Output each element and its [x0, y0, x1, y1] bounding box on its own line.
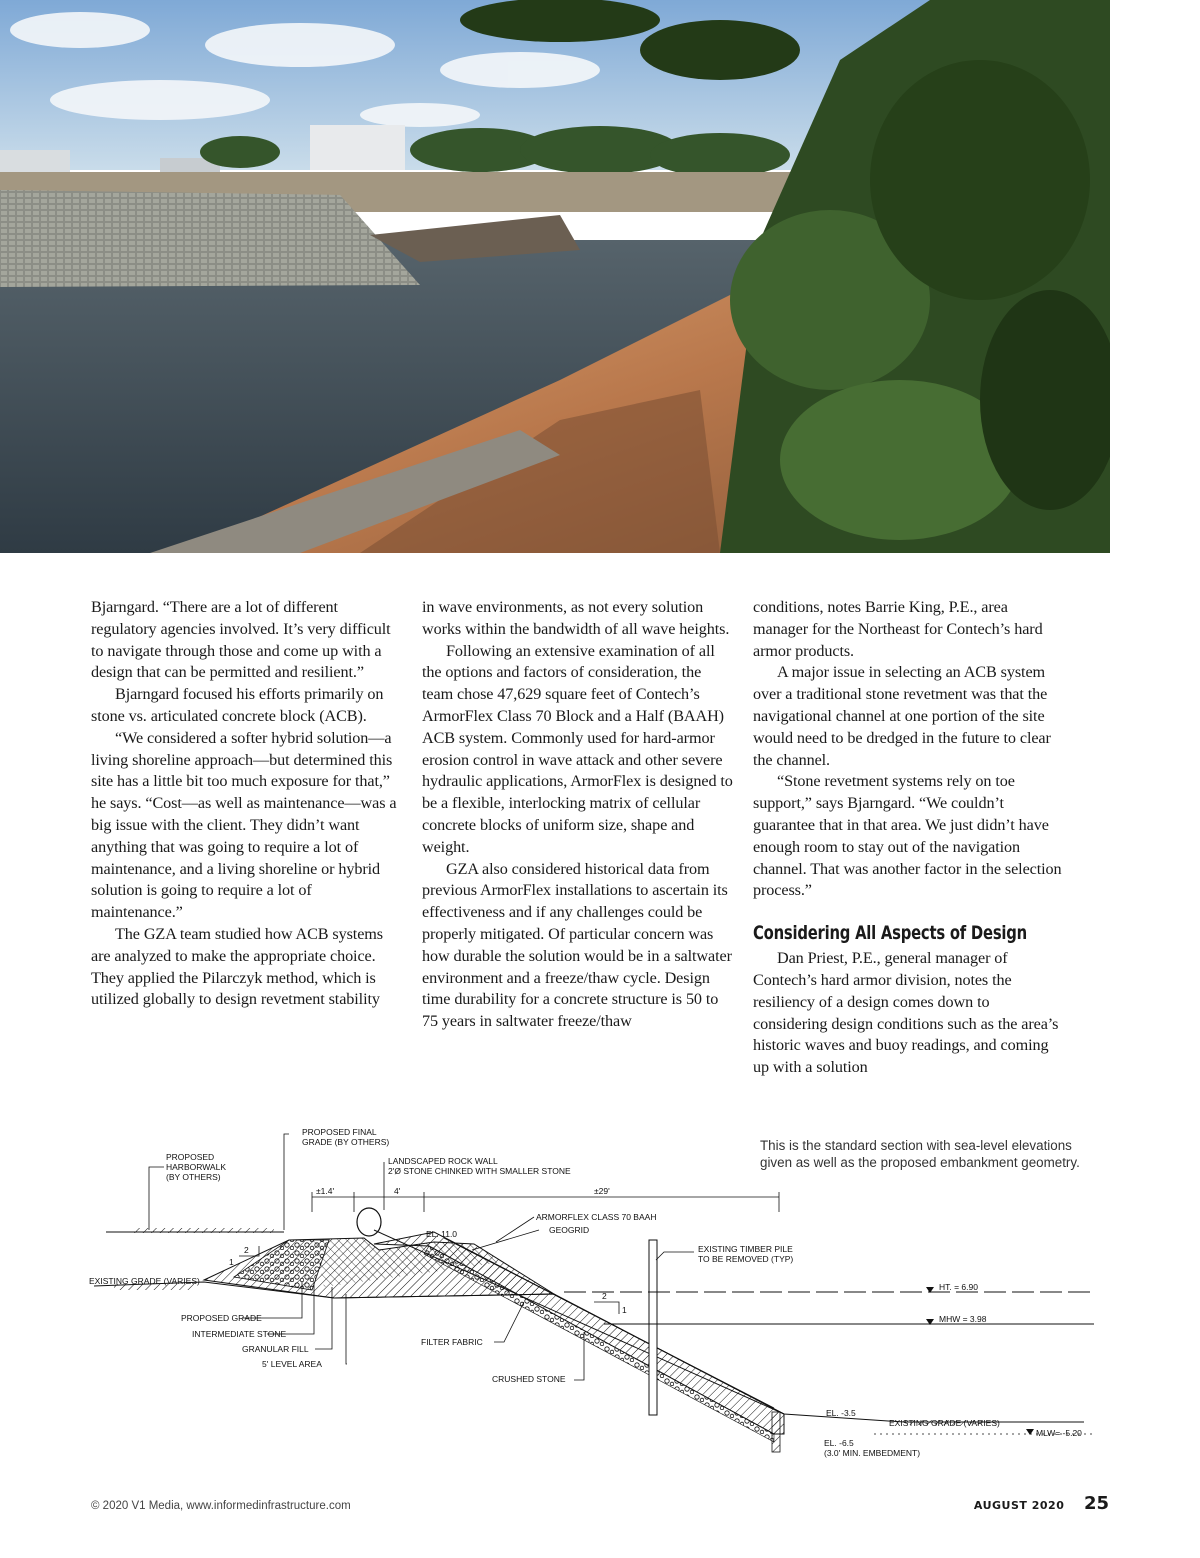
paragraph: The GZA team studied how ACB systems are analyzed to make the appropriate choice. They applied the Pilarczyk method, which is utilized globally to design revetment stability — [91, 924, 383, 1009]
label-slope-run-2: 2 — [602, 1291, 607, 1301]
paragraph: conditions, notes Barrie King, P.E., area manager for the Northeast for Contech’s hard armor products. — [753, 598, 1043, 660]
label-harborwalk: HARBORWALK — [166, 1162, 226, 1172]
harborwalk-surface — [106, 1228, 284, 1233]
label-el-neg-6-5: EL. -6.5 — [824, 1438, 854, 1448]
label-slope-run: 2 — [244, 1245, 249, 1255]
embankment-section-diagram — [84, 1122, 1104, 1472]
mlw-marker-icon — [1026, 1429, 1034, 1435]
label-mhw: MHW = 3.98 — [939, 1314, 987, 1324]
label-slope-rise-2: 1 — [622, 1305, 627, 1315]
label-to-be-removed: TO BE REMOVED (TYP) — [698, 1254, 794, 1264]
paragraph: GZA also considered historical data from previous ArmorFlex installations to ascertain its effectiveness and if any challenges could be properly mitigated. Of particular concern was how durable the solution would be in a saltwater environment and a freeze/thaw cycle. Design time durability for a concrete structure is 50 to 75 years in saltwater freeze/thaw — [422, 859, 732, 1031]
section-heading: Considering All Aspects of Design — [753, 922, 1027, 945]
page-footer — [974, 1493, 1109, 1514]
toe-embedment — [772, 1412, 780, 1452]
paragraph: “We considered a softer hybrid solution—a living shoreline approach—but determined this site has a little bit too much exposure for that,” he says. “Cost—as well as maintenance—was a big issue with the client. They didn’t want anything that was going to require a lot of maintenance, and a living shoreline or hybrid solution is going to require a lot of maintenance.” — [91, 728, 397, 922]
label-grade-by-others: GRADE (BY OTHERS) — [302, 1137, 390, 1147]
label-crushed-stone: CRUSHED STONE — [492, 1374, 566, 1384]
label-armorflex: ARMORFLEX CLASS 70 BAAH — [536, 1212, 657, 1222]
paragraph: “Stone revetment systems rely on toe support,” says Bjarngard. “We couldn’t guarantee that in that area. We just didn’t have enough room to stay out of the navigation channel. That was another factor in the selection process.” — [753, 772, 1062, 900]
paragraph: Bjarngard focused his efforts primarily on stone vs. articulated concrete block (ACB). — [91, 685, 384, 725]
article-column-3 — [753, 597, 1065, 1079]
label-dim-29: ±29' — [594, 1186, 610, 1196]
label-timber-pile: EXISTING TIMBER PILE — [698, 1244, 793, 1254]
label-geogrid: GEOGRID — [549, 1225, 590, 1235]
label-el-neg-3-5: EL. -3.5 — [826, 1408, 856, 1418]
article-column-1 — [91, 597, 403, 1011]
label-intermediate-stone: INTERMEDIATE STONE — [192, 1329, 287, 1339]
label-granular-fill: GRANULAR FILL — [242, 1344, 309, 1354]
paragraph: Bjarngard. “There are a lot of different regulatory agencies involved. It’s very difficult to navigate through those and come up with a design that can be permitted and resilient.” — [91, 598, 391, 682]
label-embedment: (3.0' MIN. EMBEDMENT) — [824, 1448, 921, 1458]
label-proposed-grade: PROPOSED GRADE — [181, 1313, 262, 1323]
label-proposed-final: PROPOSED FINAL — [302, 1127, 377, 1137]
label-ht: HT. = 6.90 — [939, 1282, 978, 1292]
label-mlw: MLW= -5.20 — [1036, 1428, 1082, 1438]
timber-pile — [649, 1240, 657, 1415]
article-column-2 — [422, 597, 734, 1033]
label-by-others: (BY OTHERS) — [166, 1172, 221, 1182]
label-rock-wall: LANDSCAPED ROCK WALL — [388, 1156, 498, 1166]
label-el-11: EL. 11.0 — [426, 1229, 458, 1239]
label-existing-grade-2: EXISTING GRADE (VARIES) — [889, 1418, 1000, 1428]
label-dim-4: 4' — [394, 1186, 401, 1196]
dimension-lines — [312, 1192, 779, 1212]
shoreline-photo — [0, 0, 1110, 553]
paragraph: Following an extensive examination of all the options and factors of consideration, the team chose 47,629 square feet of Contech’s ArmorFlex Class 70 Block and a Half (BAAH) ACB system. Commonly used for hard-armor erosion control in wave attack and other severe hydraulic applications, ArmorFlex is designed to be a flexible, interlocking matrix of cellular concrete blocks of uniform size, shape and weight. — [422, 641, 733, 856]
figure-caption: This is the standard section with sea-level elevations given as well as the proposed embankment geometry. — [760, 1138, 1080, 1170]
paragraph: in wave environments, as not every solution works within the bandwidth of all wave heights. — [422, 598, 730, 638]
paragraph: Dan Priest, P.E., general manager of Contech’s hard armor division, notes the resiliency of a design comes down to considering design conditions such as the area’s historic waves and buoy readings, and coming up with a solution — [753, 949, 1059, 1077]
label-proposed: PROPOSED — [166, 1152, 215, 1162]
paragraph: A major issue in selecting an ACB system over a traditional stone revetment was that the navigational channel at one portion of the site would need to be dredged in the future to clear the channel. — [753, 663, 1051, 769]
page-number: 25 — [1083, 1493, 1109, 1514]
label-slope-rise: 1 — [229, 1257, 234, 1267]
issue-date: AUGUST 2020 — [973, 1499, 1065, 1512]
label-level-area: 5' LEVEL AREA — [262, 1359, 322, 1369]
label-dim-1-4: ±1.4' — [316, 1186, 335, 1196]
label-filter-fabric: FILTER FABRIC — [421, 1337, 483, 1347]
label-existing-grade: EXISTING GRADE (VARIES) — [89, 1276, 200, 1286]
copyright-footer: © 2020 V1 Media, www.informedinfrastructure.com — [91, 1500, 351, 1512]
label-stone-chinked: 2'Ø STONE CHINKED WITH SMALLER STONE — [388, 1166, 571, 1176]
